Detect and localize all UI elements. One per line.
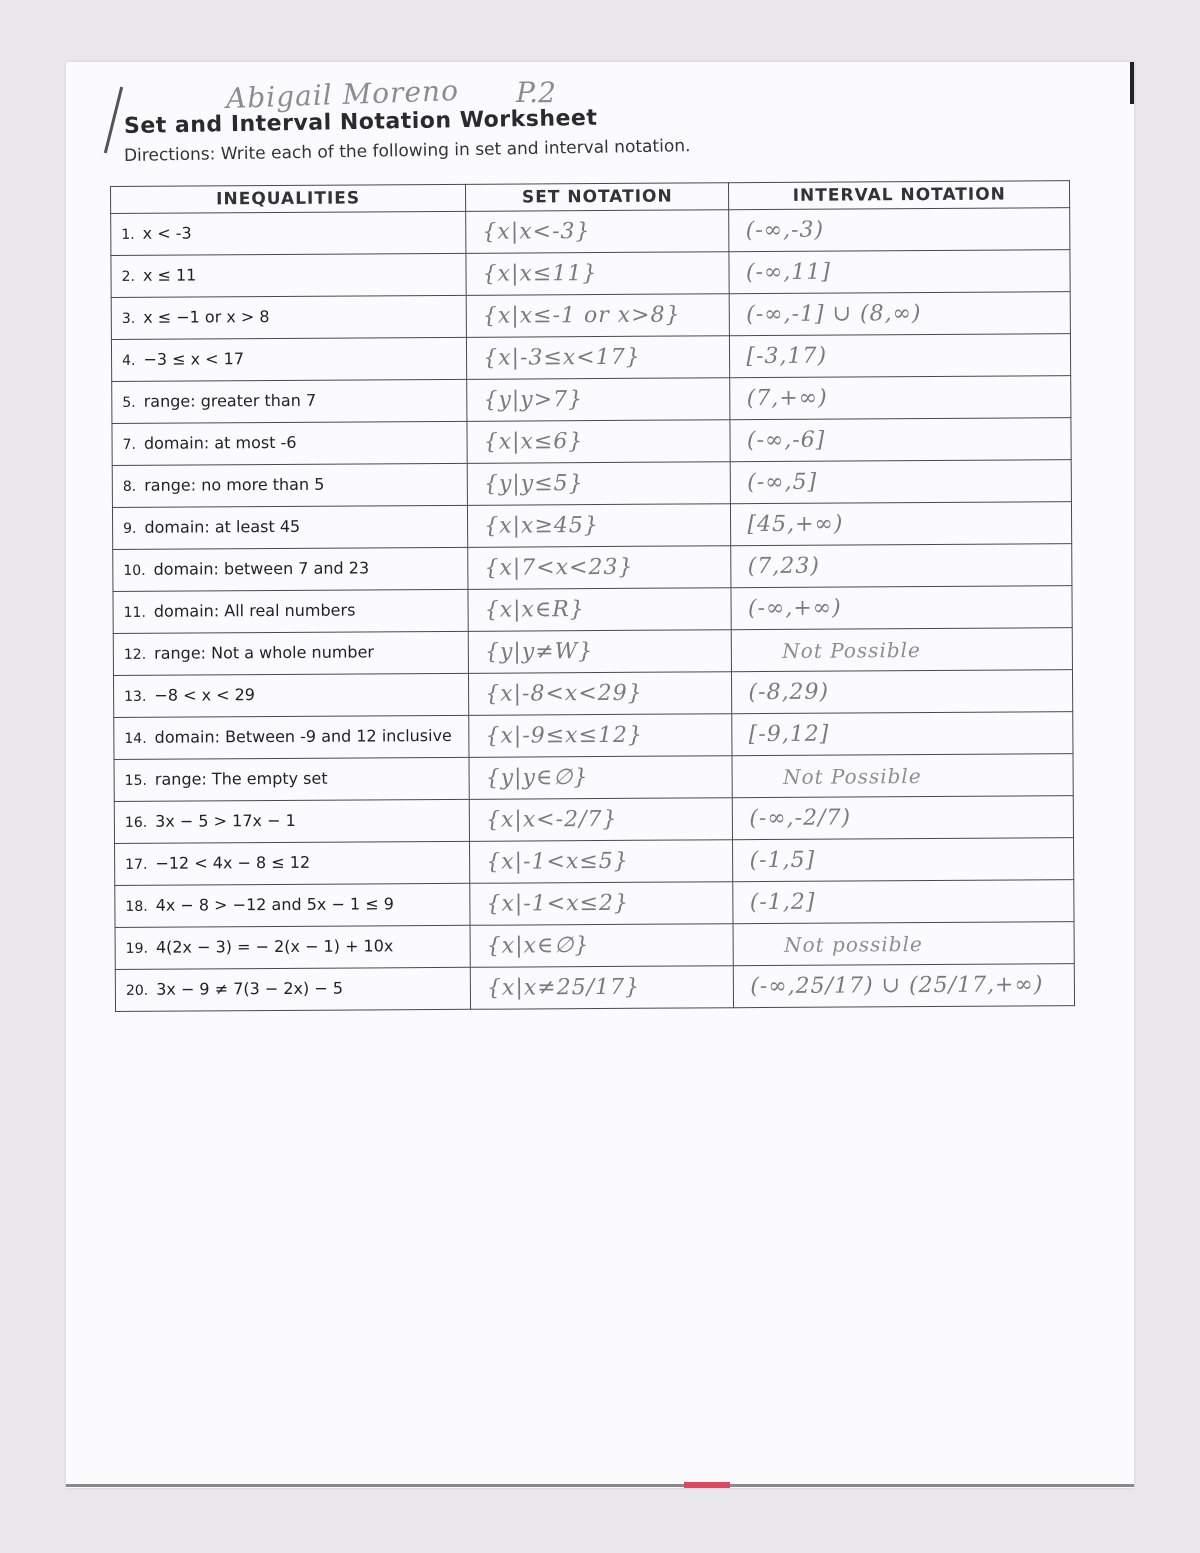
- inequality-cell: [112, 463, 467, 507]
- table-row: [112, 376, 1071, 424]
- table-row: [112, 460, 1071, 508]
- inequality-text: range: no more than 5: [144, 474, 325, 495]
- inequality-cell: [113, 547, 468, 591]
- interval-notation-answer: (-1,2]: [733, 880, 1074, 924]
- interval-notation-answer: [-9,12]: [732, 712, 1073, 756]
- set-notation-answer: {x|x∈∅}: [470, 924, 734, 968]
- table-row: [111, 334, 1070, 382]
- set-notation-answer: {x|-3≤x<17}: [467, 336, 731, 380]
- inequality-text: range: greater than 7: [143, 390, 317, 411]
- table-row: [111, 250, 1070, 298]
- inequality-text: x < -3: [142, 223, 192, 243]
- interval-notation-answer: (-1,5]: [733, 838, 1074, 882]
- set-notation-answer: {x|-1<x≤2}: [470, 882, 734, 926]
- inequality-text: −12 < 4x − 8 ≤ 12: [155, 852, 311, 873]
- interval-notation-answer: [45,+∞): [731, 502, 1072, 546]
- inequality-cell: [114, 757, 469, 801]
- inequality-cell: [112, 379, 467, 423]
- inequality-cell: [115, 925, 470, 969]
- problem-number: 5.: [122, 394, 136, 411]
- inequality-text: range: The empty set: [154, 768, 328, 789]
- student-name: Abigail Moreno: [225, 73, 460, 116]
- interval-notation-answer: (-∞,-1] ∪ (8,∞): [730, 292, 1071, 336]
- problem-number: 12.: [123, 646, 147, 663]
- problem-number: 18.: [125, 898, 148, 915]
- problem-number: 9.: [123, 520, 137, 537]
- table-row: [112, 418, 1071, 466]
- table-row: [113, 586, 1072, 634]
- interval-notation-answer: (7,+∞): [730, 376, 1071, 420]
- inequality-text: x ≤ 11: [142, 265, 197, 285]
- interval-notation-answer: (-∞,-2/7): [733, 796, 1074, 840]
- inequality-text: x ≤ −1 or x > 8: [143, 307, 270, 327]
- table-row: [111, 292, 1070, 340]
- class-period: P.2: [516, 76, 556, 109]
- red-marker-mark: [684, 1482, 730, 1488]
- inequality-text: −8 < x < 29: [154, 685, 256, 705]
- set-notation-answer: {x|x≤6}: [467, 420, 731, 464]
- inequality-cell: [114, 715, 469, 759]
- inequality-cell: [111, 253, 466, 297]
- worksheet-directions: Directions: Write each of the following in set and interval notation.: [123, 136, 691, 166]
- set-notation-answer: {y|y>7}: [467, 378, 731, 422]
- inequality-text: 3x − 9 ≠ 7(3 − 2x) − 5: [156, 978, 344, 999]
- set-notation-answer: {y|y∈∅}: [469, 756, 733, 800]
- inequality-cell: [111, 295, 466, 339]
- inequality-cell: [112, 505, 467, 549]
- problem-number: 1.: [121, 226, 135, 243]
- set-notation-answer: {x|x<-3}: [466, 210, 730, 254]
- inequality-cell: [113, 673, 468, 717]
- table-row: [113, 544, 1072, 592]
- problem-number: 3.: [121, 310, 136, 327]
- set-notation-answer: {x|-8<x<29}: [469, 672, 733, 716]
- inequality-cell: [114, 799, 469, 843]
- table-row: [111, 208, 1070, 256]
- set-notation-answer: {y|y≤5}: [467, 462, 731, 506]
- set-notation-answer: {x|x≥45}: [468, 504, 732, 548]
- set-notation-answer: {x|-1<x≤5}: [470, 840, 734, 884]
- problem-number: 10.: [123, 562, 146, 579]
- table-row: [114, 796, 1073, 844]
- inequality-text: domain: between 7 and 23: [153, 558, 370, 579]
- inequality-text: range: Not a whole number: [154, 642, 375, 663]
- table-row: [113, 670, 1072, 718]
- problem-number: 19.: [125, 940, 148, 957]
- header-inequalities: INEQUALITIES: [111, 184, 466, 213]
- problem-number: 20.: [125, 982, 149, 999]
- interval-notation-answer: [-3,17): [730, 334, 1071, 378]
- inequality-text: 4x − 8 > −12 and 5x − 1 ≤ 9: [155, 894, 394, 915]
- interval-notation-answer: (-∞,-3): [729, 208, 1070, 252]
- inequality-cell: [115, 883, 470, 927]
- inequality-text: 3x − 5 > 17x − 1: [155, 810, 296, 831]
- problem-number: 17.: [125, 856, 148, 873]
- table-row: [115, 964, 1074, 1012]
- set-notation-answer: {x|x<-2/7}: [469, 798, 733, 842]
- inequality-text: domain: at most -6: [143, 432, 297, 453]
- set-notation-answer: {x|x≠25/17}: [470, 966, 734, 1010]
- interval-notation-answer: (-∞,-6]: [730, 418, 1071, 462]
- problem-number: 2.: [121, 268, 135, 285]
- table-row: [115, 922, 1074, 970]
- problem-number: 14.: [124, 730, 147, 747]
- inequality-cell: [113, 631, 468, 675]
- inequality-cell: [111, 337, 466, 381]
- problem-number: 13.: [124, 688, 147, 705]
- problem-number: 15.: [124, 772, 147, 789]
- table-row: [115, 880, 1074, 928]
- interval-notation-answer: (-∞,5]: [731, 460, 1072, 504]
- set-notation-answer: {x|x≤11}: [466, 252, 730, 296]
- set-notation-answer: {x|x∈R}: [468, 588, 732, 632]
- paper-edge-shadow: [1130, 62, 1134, 104]
- table-row: [113, 628, 1072, 676]
- inequality-cell: [115, 967, 470, 1011]
- problem-number: 8.: [122, 478, 137, 495]
- interval-notation-answer: (-∞,11]: [729, 250, 1070, 294]
- notation-table: [110, 180, 1075, 1012]
- inequality-text: domain: at least 45: [144, 516, 301, 537]
- problem-number: 11.: [123, 604, 146, 621]
- interval-notation-answer: Not Possible: [732, 754, 1073, 798]
- inequality-text: domain: All real numbers: [153, 600, 356, 621]
- inequality-text: −3 ≤ x < 17: [143, 349, 245, 369]
- interval-notation-answer: (-8,29): [732, 670, 1073, 714]
- interval-notation-answer: Not possible: [733, 922, 1074, 966]
- table-row: [115, 838, 1074, 886]
- set-notation-answer: {x|-9≤x≤12}: [469, 714, 733, 758]
- worksheet-title: Set and Interval Notation Worksheet: [123, 105, 598, 139]
- inequality-cell: [115, 841, 470, 885]
- problem-number: 16.: [124, 814, 148, 831]
- problem-number: 4.: [122, 352, 136, 369]
- table-row: [114, 712, 1073, 760]
- interval-notation-answer: (7,23): [731, 544, 1072, 588]
- inequality-cell: [113, 589, 468, 633]
- inequality-text: domain: Between -9 and 12 inclusive: [154, 725, 452, 747]
- problem-number: 7.: [122, 436, 136, 453]
- inequality-cell: [112, 421, 467, 465]
- paper-bottom-edge: [66, 1484, 1134, 1487]
- interval-notation-answer: Not Possible: [732, 628, 1073, 672]
- header-set-notation: SET NOTATION: [466, 183, 729, 212]
- interval-notation-answer: (-∞,+∞): [731, 586, 1072, 630]
- set-notation-answer: {x|x≤-1 or x>8}: [466, 294, 730, 338]
- inequality-text: 4(2x − 3) = − 2(x − 1) + 10x: [155, 936, 394, 957]
- set-notation-answer: {x|7<x<23}: [468, 546, 732, 590]
- inequality-cell: [111, 211, 466, 255]
- table-row: [112, 502, 1071, 550]
- interval-notation-answer: (-∞,25/17) ∪ (25/17,+∞): [734, 964, 1075, 1008]
- header-interval-notation: INTERVAL NOTATION: [729, 181, 1070, 210]
- table-row: [114, 754, 1073, 802]
- set-notation-answer: {y|y≠W}: [468, 630, 732, 674]
